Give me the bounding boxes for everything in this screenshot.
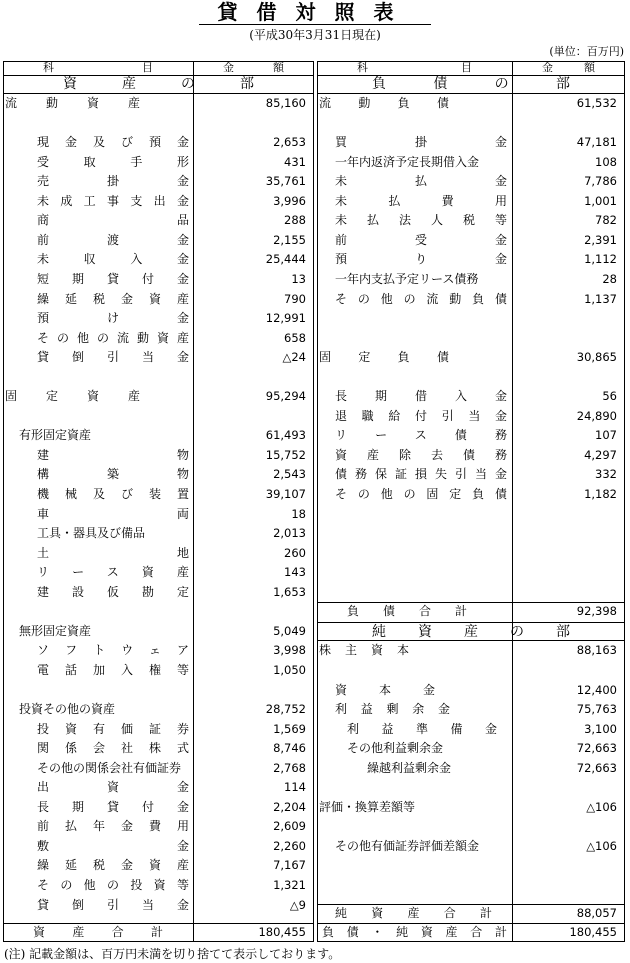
line-item-amount: 4,297 — [584, 447, 617, 462]
left-line-item — [3, 309, 314, 328]
assets-section-header: 資産の部 — [63, 76, 254, 92]
line-item-amount: 431 — [284, 154, 306, 169]
right-line-item — [317, 231, 625, 250]
right-line-item — [317, 270, 625, 289]
right-line-item — [317, 739, 625, 758]
line-item-amount: 2,155 — [273, 232, 306, 247]
left-line-item — [3, 896, 314, 915]
net-assets-total-label: 純資産合計 — [335, 906, 492, 920]
line-item-amount: 2,543 — [273, 467, 306, 482]
line-item-amount: 7,167 — [273, 858, 306, 873]
right-line-item — [317, 348, 625, 367]
left-line-item — [3, 231, 314, 250]
as-of-date: (平成30年3月31日現在) — [249, 28, 381, 42]
assets-table — [3, 61, 314, 942]
line-item-amount: 288 — [284, 213, 306, 228]
line-item-label: 有形固定資産 — [19, 428, 92, 443]
right-line-item — [317, 426, 625, 445]
line-item-label: 無形固定資産 — [19, 623, 92, 638]
line-item-label: 電話加入権等 — [37, 662, 189, 677]
line-item-label: 短期貸付金 — [37, 271, 189, 286]
line-item-label: 貸倒引当金 — [37, 897, 189, 912]
unit-label: (単位：百万円) — [549, 45, 624, 58]
line-item-label: その他の流動資産 — [37, 330, 189, 345]
document-title: 貸借対照表 — [217, 0, 413, 24]
line-item-label: その他の流動負債 — [335, 291, 507, 306]
left-line-item — [3, 837, 314, 856]
line-item-label: 評価・換算差額等 — [319, 799, 416, 814]
line-item-amount: 24,890 — [576, 408, 617, 423]
line-item-label: 未成工事支出金 — [37, 193, 189, 208]
line-item-amount: 72,663 — [576, 741, 617, 756]
line-item-label: 前受金 — [335, 232, 507, 247]
line-item-label: 建物 — [37, 447, 189, 462]
line-item-label: その他有価証券評価差額金 — [335, 838, 480, 853]
line-item-amount: 30,865 — [576, 350, 617, 365]
left-line-item — [3, 759, 314, 778]
left-line-item — [3, 348, 314, 367]
line-item-label: 前払年金費用 — [37, 819, 189, 834]
liabilities-net-assets-table — [317, 61, 625, 942]
line-item-label: 出資金 — [37, 780, 189, 795]
right-line-item — [317, 485, 625, 504]
line-item-amount: 2,204 — [273, 799, 306, 814]
left-item-header: 科目 — [43, 61, 153, 74]
net-assets-total — [317, 904, 625, 923]
right-line-item — [317, 387, 625, 406]
liabilities-net-assets-total-amount: 180,455 — [569, 925, 617, 939]
right-line-item — [317, 290, 625, 309]
line-item-amount: 2,653 — [273, 135, 306, 150]
line-item-amount: 15,752 — [265, 447, 306, 462]
line-item-label: 関係会社株式 — [37, 741, 189, 756]
right-line-item — [317, 700, 625, 719]
right-line-item — [317, 798, 625, 817]
balance-sheet — [3, 61, 625, 942]
line-item-amount: 7,786 — [584, 174, 617, 189]
line-item-label: 未払費用 — [335, 193, 507, 208]
line-item-amount: 3,100 — [584, 721, 617, 736]
line-item-amount: 28,752 — [265, 702, 306, 717]
line-item-label: 投資有価証券 — [37, 721, 189, 736]
line-item-amount: 39,107 — [265, 487, 306, 501]
line-item-amount: 12,991 — [265, 311, 306, 326]
line-item-amount: 35,761 — [265, 174, 306, 189]
line-item-amount: 5,049 — [273, 623, 306, 638]
line-item-label: リース資産 — [37, 565, 189, 580]
line-item-amount: 1,569 — [273, 721, 306, 736]
line-item-label: その他の固定負債 — [335, 487, 507, 501]
line-item-label: 固定負債 — [319, 350, 449, 365]
right-line-item — [317, 465, 625, 484]
left-line-item — [3, 192, 314, 211]
left-line-item — [3, 329, 314, 348]
line-item-label: 土地 — [37, 545, 189, 560]
line-item-amount: 658 — [284, 330, 306, 345]
line-item-label: 買掛金 — [335, 135, 507, 150]
line-item-label: 現金及び預金 — [37, 135, 189, 150]
net-assets-total-amount: 88,057 — [576, 906, 617, 920]
left-line-item — [3, 720, 314, 739]
left-line-item — [3, 739, 314, 758]
left-line-item — [3, 426, 314, 445]
line-item-amount: 88,163 — [576, 643, 617, 658]
liabilities-total — [317, 602, 625, 621]
line-item-label: 株主資本 — [319, 643, 409, 658]
line-item-amount: 13 — [291, 271, 306, 286]
line-item-amount: 790 — [284, 291, 306, 306]
line-item-label: 繰延税金資産 — [37, 858, 189, 873]
left-line-item — [3, 94, 314, 113]
left-amount-header: 金額 — [223, 61, 284, 74]
line-item-amount: 114 — [284, 780, 306, 795]
line-item-label: 固定資産 — [5, 389, 140, 404]
line-item-amount: 95,294 — [265, 389, 306, 404]
line-item-amount: 12,400 — [576, 682, 617, 697]
line-item-label: 未払金 — [335, 174, 507, 189]
right-line-item — [317, 211, 625, 230]
line-item-label: 前渡金 — [37, 232, 189, 247]
line-item-label: 資本金 — [335, 682, 435, 697]
right-amount-header: 金額 — [542, 61, 595, 74]
right-line-item — [317, 446, 625, 465]
line-item-amount: 143 — [284, 565, 306, 580]
left-line-item — [3, 798, 314, 817]
line-item-label: 受取手形 — [37, 154, 189, 169]
line-item-label: 流動負債 — [319, 96, 449, 110]
line-item-amount: △106 — [586, 799, 617, 814]
liabilities-net-assets-total — [317, 923, 625, 942]
left-line-item — [3, 446, 314, 465]
line-item-amount: 56 — [602, 389, 617, 404]
line-item-amount: 3,998 — [273, 643, 306, 658]
line-item-label: その他の投資等 — [37, 878, 189, 892]
left-line-item — [3, 817, 314, 836]
line-item-label: 一年内支払予定リース債務 — [335, 271, 479, 286]
right-line-item — [317, 153, 625, 172]
line-item-amount: 8,746 — [273, 741, 306, 756]
line-item-label: 預け金 — [37, 311, 189, 326]
left-line-item — [3, 544, 314, 563]
assets-total-amount: 180,455 — [258, 925, 306, 939]
left-line-item — [3, 622, 314, 641]
left-line-item — [3, 778, 314, 797]
line-item-amount: 2,768 — [273, 760, 306, 775]
line-item-label: 長期借入金 — [335, 389, 507, 404]
left-line-item — [3, 641, 314, 660]
line-item-label: リース債務 — [335, 428, 507, 443]
right-line-item — [317, 759, 625, 778]
line-item-amount: 85,160 — [265, 96, 306, 110]
title-underline — [199, 24, 431, 25]
left-line-item — [3, 290, 314, 309]
right-line-item — [317, 94, 625, 113]
line-item-amount: 1,112 — [584, 252, 617, 267]
line-item-label: 一年内返済予定長期借入金 — [335, 154, 480, 169]
line-item-label: 車両 — [37, 506, 189, 521]
line-item-amount: 2,391 — [584, 232, 617, 247]
line-item-amount: △106 — [586, 838, 617, 853]
left-line-item — [3, 856, 314, 875]
line-item-label: 債務保証損失引当金 — [335, 467, 507, 482]
net-assets-section-header: 純資産の部 — [372, 623, 570, 640]
assets-total — [3, 923, 314, 942]
line-item-amount: 2,609 — [273, 819, 306, 834]
left-line-item — [3, 387, 314, 406]
line-item-label: その他利益剰余金 — [347, 741, 444, 756]
right-line-item — [317, 681, 625, 700]
line-item-label: 預り金 — [335, 252, 507, 267]
line-item-amount: 25,444 — [265, 252, 306, 267]
right-line-item — [317, 837, 625, 856]
assets-total-label: 資産合計 — [33, 925, 163, 939]
line-item-label: 機械及び装置 — [37, 487, 189, 501]
liabilities-section-header: 負債の部 — [372, 76, 570, 92]
line-item-amount: 3,996 — [273, 193, 306, 208]
line-item-label: 資産除去債務 — [335, 447, 507, 462]
left-line-item — [3, 661, 314, 680]
line-item-amount: 107 — [595, 428, 617, 443]
left-line-item — [3, 700, 314, 719]
left-line-item — [3, 133, 314, 152]
line-item-label: 繰延税金資産 — [37, 291, 189, 306]
line-item-label: 構築物 — [37, 467, 189, 482]
right-line-item — [317, 133, 625, 152]
line-item-label: 未払法人税等 — [335, 213, 507, 228]
left-line-item — [3, 505, 314, 524]
line-item-label: 投資その他の資産 — [19, 702, 116, 717]
line-item-amount: 1,001 — [584, 193, 617, 208]
line-item-amount: 18 — [291, 506, 306, 521]
line-item-amount: 1,653 — [273, 584, 306, 599]
left-line-item — [3, 583, 314, 602]
line-item-amount: 782 — [595, 213, 617, 228]
line-item-label: 未収入金 — [37, 252, 189, 267]
line-item-label: 繰越利益剰余金 — [367, 760, 452, 775]
line-item-label: 利益剰余金 — [335, 702, 450, 717]
line-item-amount: 1,182 — [584, 487, 617, 501]
footnote: (注) 記載金額は、百万円未満を切り捨てて表示しております。 — [4, 947, 341, 961]
left-line-item — [3, 211, 314, 230]
line-item-amount: 1,050 — [273, 662, 306, 677]
left-line-item — [3, 465, 314, 484]
left-line-item — [3, 485, 314, 504]
line-item-label: ソフトウェア — [37, 643, 189, 658]
line-item-amount: 1,137 — [584, 291, 617, 306]
right-line-item — [317, 641, 625, 660]
line-item-amount: 2,013 — [273, 526, 306, 541]
line-item-amount: 1,321 — [273, 878, 306, 892]
line-item-label: 流動資産 — [5, 96, 140, 110]
line-item-amount: 61,532 — [576, 96, 617, 110]
liabilities-total-amount: 92,398 — [576, 604, 617, 619]
right-line-item — [317, 250, 625, 269]
line-item-label: 商品 — [37, 213, 189, 228]
right-line-item — [317, 172, 625, 191]
left-line-item — [3, 270, 314, 289]
line-item-amount: 72,663 — [576, 760, 617, 775]
line-item-amount: 108 — [595, 154, 617, 169]
line-item-label: 建設仮勘定 — [37, 584, 189, 599]
line-item-label: 長期貸付金 — [37, 799, 189, 814]
right-line-item — [317, 192, 625, 211]
right-line-item — [317, 407, 625, 426]
left-line-item — [3, 172, 314, 191]
line-item-amount: 260 — [284, 545, 306, 560]
left-line-item — [3, 876, 314, 895]
line-item-amount: 28 — [602, 271, 617, 286]
left-line-item — [3, 250, 314, 269]
line-item-amount: 47,181 — [576, 135, 617, 150]
right-item-header: 科目 — [357, 61, 472, 74]
line-item-label: 退職給付引当金 — [335, 408, 507, 423]
left-line-item — [3, 563, 314, 582]
liabilities-total-label: 負債合計 — [347, 604, 467, 619]
line-item-amount: △9 — [289, 897, 306, 912]
line-item-amount: 332 — [595, 467, 617, 482]
line-item-amount: 2,260 — [273, 838, 306, 853]
left-line-item — [3, 153, 314, 172]
line-item-label: 貸倒引当金 — [37, 350, 189, 365]
line-item-amount: 61,493 — [265, 428, 306, 443]
line-item-label: その他の関係会社有価証券 — [37, 760, 182, 775]
liabilities-net-assets-total-label: 負債・純資産合計 — [322, 925, 507, 939]
line-item-label: 敷金 — [37, 838, 189, 853]
line-item-label: 工具・器具及び備品 — [37, 526, 146, 541]
line-item-label: 利益準備金 — [347, 721, 497, 736]
line-item-label: 売掛金 — [37, 174, 189, 189]
right-line-item — [317, 720, 625, 739]
left-line-item — [3, 524, 314, 543]
line-item-amount: △24 — [282, 350, 306, 365]
line-item-amount: 75,763 — [576, 702, 617, 717]
